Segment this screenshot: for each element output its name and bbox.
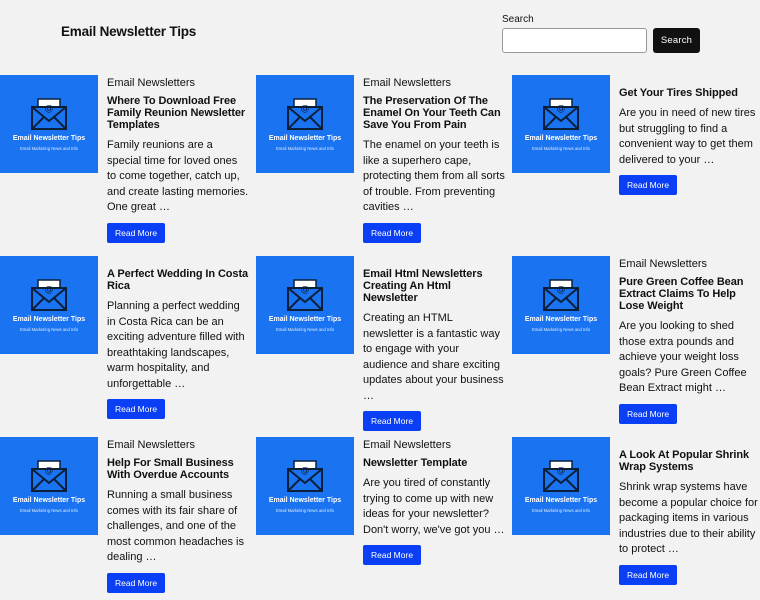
svg-text:@: @ <box>556 466 566 476</box>
search-button[interactable]: Search <box>653 28 700 53</box>
post-body <box>363 437 505 565</box>
post-title[interactable]: Where To Download Free Family Reunion Newsletter Templates <box>107 95 246 131</box>
thumbnail-subtitle: Email Marketing News and Info <box>532 508 590 513</box>
post-thumbnail[interactable] <box>0 256 98 354</box>
thumbnail-title: Email Newsletter Tips <box>268 497 342 504</box>
post-body <box>619 437 760 585</box>
thumbnail-subtitle: Email Marketing News and Info <box>20 327 78 332</box>
read-more-button[interactable]: Read More <box>363 545 421 565</box>
post-excerpt: Are you looking to shed those extra pounds and achieve your weight loss goals? Pure Green Coffee Bean Extract might … <box>619 320 747 394</box>
post-excerpt: Creating an HTML newsletter is a fantastic way to engage with your audience and share exciting updates about your business … <box>363 312 504 402</box>
post-excerpt: Family reunions are a special time for loved ones to come together, catch up, and create lasting memories. One great … <box>107 139 249 213</box>
post-title[interactable]: The Preservation Of The Enamel On Your Teeth Can Save You From Pain <box>363 95 501 131</box>
envelope-icon <box>30 457 68 493</box>
thumbnail-title: Email Newsletter Tips <box>268 316 342 323</box>
svg-text:@: @ <box>300 104 310 114</box>
read-more-button[interactable]: Read More <box>619 175 677 195</box>
post-excerpt: The enamel on your teeth is like a superhero cape, protecting them from all sorts of trouble. From preventing cavities … <box>363 139 505 213</box>
post-thumbnail[interactable] <box>512 256 610 354</box>
svg-text:@: @ <box>44 104 54 114</box>
post-title[interactable]: Email Html Newsletters Creating An Html Newsletter <box>363 268 483 304</box>
thumbnail-subtitle: Email Marketing News and Info <box>532 327 590 332</box>
post-category-spacer <box>107 256 249 262</box>
post-body <box>619 256 760 424</box>
post-card <box>256 256 506 431</box>
svg-text:@: @ <box>556 285 566 295</box>
read-more-button[interactable]: Read More <box>619 565 677 585</box>
post-title[interactable]: A Perfect Wedding In Costa Rica <box>107 268 249 292</box>
post-category[interactable]: Email Newsletters <box>363 77 452 89</box>
search-label: Search <box>502 14 534 25</box>
read-more-button[interactable]: Read More <box>363 411 421 431</box>
thumbnail-subtitle: Email Marketing News and Info <box>20 508 78 513</box>
envelope-icon <box>542 457 580 493</box>
post-excerpt: Shrink wrap systems have become a popular choice for packaging items in various industries due to their ability to protect … <box>619 481 758 555</box>
post-card <box>0 256 250 419</box>
post-thumbnail[interactable] <box>0 75 98 173</box>
post-title[interactable]: Pure Green Coffee Bean Extract Claims To Help Lose Weight <box>619 276 744 312</box>
read-more-button[interactable]: Read More <box>107 399 165 419</box>
post-category[interactable]: Email Newsletters <box>363 439 452 451</box>
post-card <box>512 256 760 424</box>
thumbnail-subtitle: Email Marketing News and Info <box>20 146 78 151</box>
post-category-spacer <box>619 437 760 443</box>
envelope-icon <box>542 276 580 312</box>
thumbnail-title: Email Newsletter Tips <box>268 135 342 142</box>
post-card <box>256 437 506 565</box>
thumbnail-subtitle: Email Marketing News and Info <box>276 508 334 513</box>
post-title[interactable]: Newsletter Template <box>363 457 468 469</box>
thumbnail-title: Email Newsletter Tips <box>524 316 598 323</box>
post-title[interactable]: A Look At Popular Shrink Wrap Systems <box>619 449 750 473</box>
post-title[interactable]: Get Your Tires Shipped <box>619 87 738 99</box>
read-more-button[interactable]: Read More <box>619 404 677 424</box>
post-body <box>619 75 760 195</box>
read-more-button[interactable]: Read More <box>107 573 165 593</box>
svg-text:@: @ <box>44 466 54 476</box>
post-excerpt: Are you in need of new tires but struggling to find a convenient way to get them delivered to your … <box>619 107 756 166</box>
envelope-icon <box>30 276 68 312</box>
post-card <box>256 75 506 243</box>
post-thumbnail[interactable] <box>256 75 354 173</box>
envelope-icon <box>286 276 324 312</box>
post-body <box>107 256 249 419</box>
post-thumbnail[interactable] <box>256 437 354 535</box>
svg-text:@: @ <box>300 466 310 476</box>
thumbnail-subtitle: Email Marketing News and Info <box>276 146 334 151</box>
post-category-spacer <box>619 75 760 81</box>
post-excerpt: Running a small business comes with its fair share of challenges, and one of the most common headaches is dealing … <box>107 489 244 563</box>
post-thumbnail[interactable] <box>512 75 610 173</box>
envelope-icon <box>286 457 324 493</box>
envelope-icon <box>286 95 324 131</box>
post-title[interactable]: Help For Small Business With Overdue Accounts <box>107 457 234 481</box>
post-card <box>512 75 760 195</box>
thumbnail-title: Email Newsletter Tips <box>12 135 86 142</box>
post-card <box>0 437 250 593</box>
read-more-button[interactable]: Read More <box>363 223 421 243</box>
svg-text:@: @ <box>44 285 54 295</box>
svg-text:@: @ <box>300 285 310 295</box>
post-category-spacer <box>363 256 505 262</box>
post-category[interactable]: Email Newsletters <box>107 439 196 451</box>
post-excerpt: Are you tired of constantly trying to come up with new ideas for your newsletter? Don't worry, we've got you … <box>363 477 505 536</box>
thumbnail-title: Email Newsletter Tips <box>12 497 86 504</box>
post-body <box>107 437 249 593</box>
post-body <box>107 75 249 243</box>
thumbnail-subtitle: Email Marketing News and Info <box>276 327 334 332</box>
post-category[interactable]: Email Newsletters <box>107 77 196 89</box>
thumbnail-title: Email Newsletter Tips <box>524 497 598 504</box>
thumbnail-title: Email Newsletter Tips <box>524 135 598 142</box>
post-card <box>0 75 250 243</box>
post-thumbnail[interactable] <box>512 437 610 535</box>
site-title[interactable]: Email Newsletter Tips <box>61 24 197 39</box>
envelope-icon <box>542 95 580 131</box>
thumbnail-title: Email Newsletter Tips <box>12 316 86 323</box>
post-category[interactable]: Email Newsletters <box>619 258 708 270</box>
post-body <box>363 75 505 243</box>
post-excerpt: Planning a perfect wedding in Costa Rica can be an exciting adventure filled with breathtaking landscapes, warm hospitality, and unforgettable … <box>107 300 245 390</box>
post-body <box>363 256 505 431</box>
envelope-icon <box>30 95 68 131</box>
post-card <box>512 437 760 585</box>
post-thumbnail[interactable] <box>0 437 98 535</box>
thumbnail-subtitle: Email Marketing News and Info <box>532 146 590 151</box>
svg-text:@: @ <box>556 104 566 114</box>
read-more-button[interactable]: Read More <box>107 223 165 243</box>
post-thumbnail[interactable] <box>256 256 354 354</box>
